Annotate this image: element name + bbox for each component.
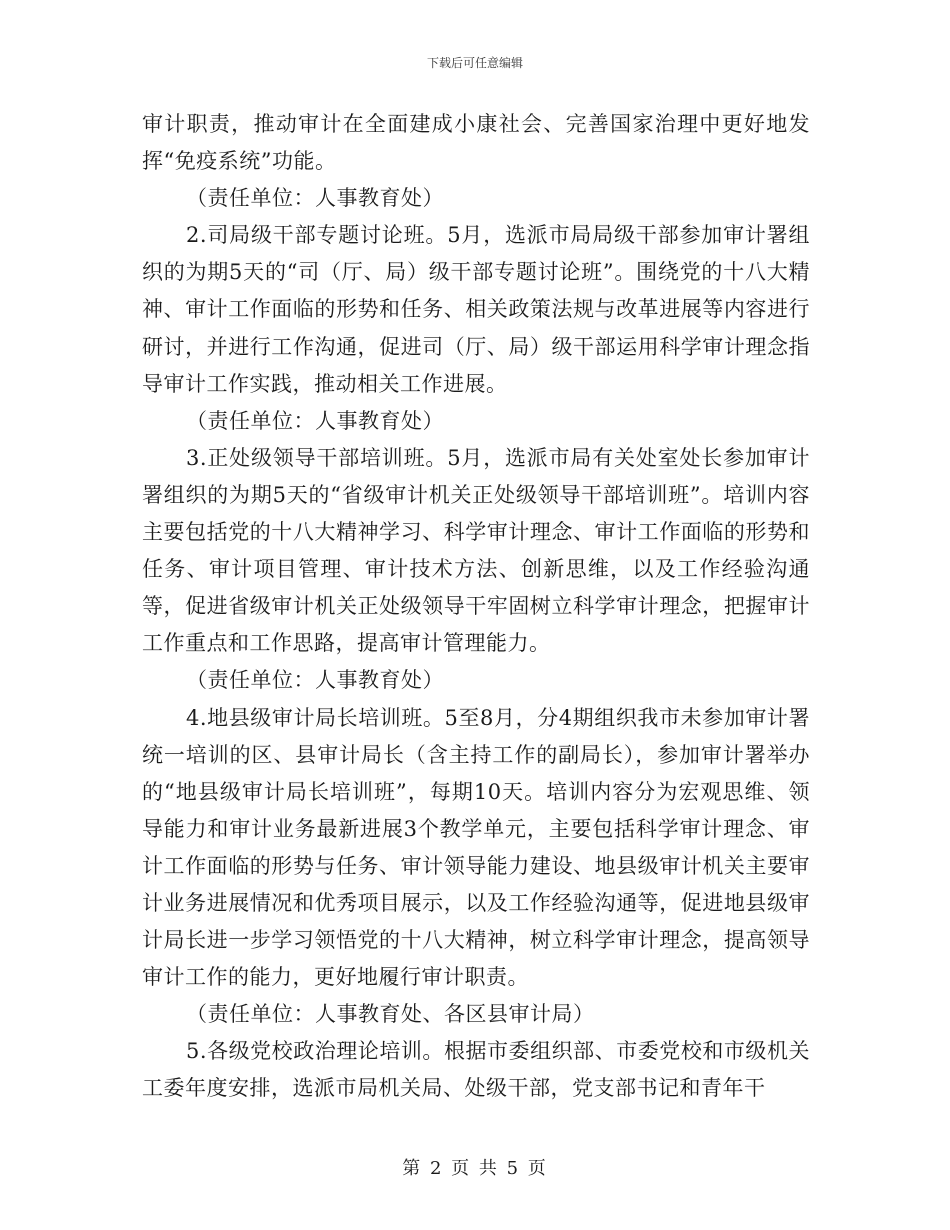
document-body (142, 106, 810, 1108)
paragraph-item-4: 4.地县级审计局长培训班。5至8月，分4期组织我市未参加审计署统一培训的区、县审计局长（含主持工作的副局长），参加审计署举办的“地县级审计局长培训班”，每期10天。培训内容分为宏观思维、领导能力和审计业务最新进展3个教学单元，主要包括科学审计理念、审计工作面临的形势与任务、审计领导能力建设、地县级审计机关主要审计业务进展情况和优秀项目展示，以及工作经验沟通等，促进地县级审计局长进一步学习领悟党的十八大精神，树立科学审计理念，提高领导审计工作的能力，更好地履行审计职责。 (142, 705, 810, 990)
responsibility-note: （责任单位：人事教育处） (186, 186, 444, 211)
responsibility-note: （责任单位：人事教育处） (186, 668, 444, 693)
paragraph-item-5: 5.各级党校政治理论培训。根据市委组织部、市委党校和市级机关工委年度安排，选派市局机关局、处级干部，党支部书记和青年干 (142, 1039, 810, 1101)
page-number-footer: 第 2 页 共 5 页 (402, 1158, 548, 1179)
paragraph-continuation: 审计职责，推动审计在全面建成小康社会、完善国家治理中更好地发挥“免疫系统”功能。 (142, 112, 810, 174)
paragraph-item-2: 2.司局级干部专题讨论班。5月，选派市局局级干部参加审计署组织的为期5天的“司（厅、局）级干部专题讨论班”。围绕党的十八大精神、审计工作面临的形势和任务、相关政策法规与改革进展等内容进行研讨，并进行工作沟通，促进司（厅、局）级干部运用科学审计理念指导审计工作实践，推动相关工作进展。 (142, 223, 810, 396)
page-header-note: 下载后可任意编辑 (426, 56, 523, 70)
paragraph-item-3: 3.正处级领导干部培训班。5月，选派市局有关处室处长参加审计署组织的为期5天的“省级审计机关正处级领导干部培训班”。培训内容主要包括党的十八大精神学习、科学审计理念、审计工作面临的形势和任务、审计项目管理、审计技术方法、创新思维，以及工作经验沟通等，促进省级审计机关正处级领导干牢固树立科学审计理念，把握审计工作重点和工作思路，提高审计管理能力。 (142, 445, 810, 656)
responsibility-note: （责任单位：人事教育处） (186, 408, 444, 433)
responsibility-note: （责任单位：人事教育处、各区县审计局） (186, 1002, 595, 1027)
